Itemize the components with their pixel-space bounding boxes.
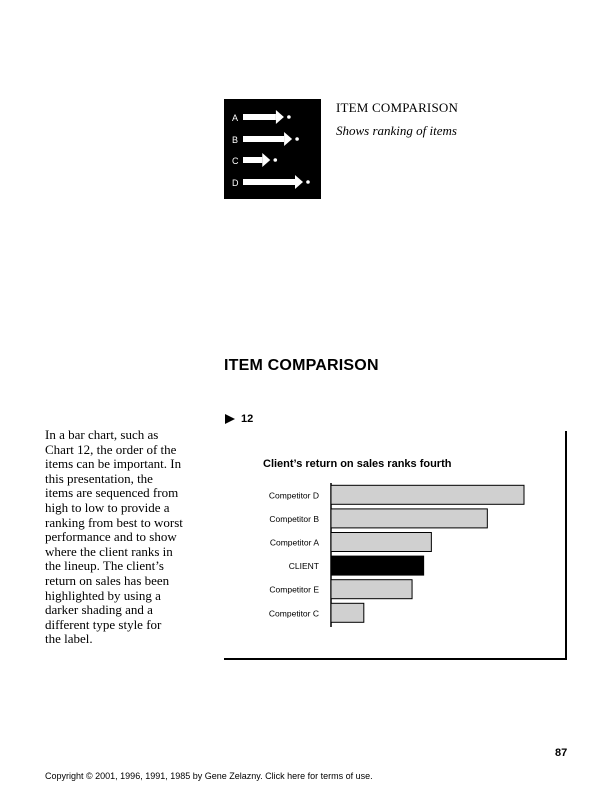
category-label: Competitor E (269, 584, 319, 595)
icon-letter: B (232, 135, 239, 145)
chart-number-label (225, 413, 253, 425)
bar (331, 580, 412, 599)
icon-letter: A (232, 113, 239, 123)
bar (331, 556, 424, 575)
category-label: Competitor D (268, 490, 319, 501)
triangle-pointer-icon (225, 414, 235, 424)
bar (331, 603, 364, 622)
category-label: Competitor B (269, 513, 319, 524)
icon-arrow-head (262, 153, 270, 167)
bar-chart (224, 431, 567, 660)
icon-arrow-dot (287, 115, 291, 119)
chart-frame (224, 431, 567, 660)
icon-title: ITEM COMPARISON (336, 100, 459, 115)
icon-letter: D (232, 178, 239, 188)
icon-arrow-shaft (243, 179, 295, 185)
icon-arrow-dot (295, 137, 299, 141)
highlight-category-label: CLIENT (288, 561, 319, 572)
category-label: Competitor A (269, 537, 319, 548)
copyright-link[interactable]: Copyright © 2001, 1996, 1991, 1985 by Gene Zelazny. Click here for terms of use. (45, 771, 373, 781)
icon-arrow-head (284, 132, 292, 146)
icon-arrow-shaft (243, 136, 284, 142)
bar (331, 533, 431, 552)
section-heading: ITEM COMPARISON (224, 357, 379, 374)
icon-letter: C (232, 156, 239, 166)
body-paragraph: In a bar chart, such as Chart 12, the order of the items can be important. In this presentation, the items are sequenced from high to low to provide a ranking from best to worst performance and to show where the client ranks in the lineup. The client’s return on sales has been highlighted by using a darker shading and a different type style for the label. (45, 427, 183, 647)
icon-arrow-dot (273, 158, 277, 162)
icon-arrow-head (276, 110, 284, 124)
bar (331, 485, 524, 504)
bar (331, 509, 487, 528)
category-label: Competitor C (268, 608, 319, 619)
chart-title: Client’s return on sales ranks fourth (263, 458, 452, 470)
icon-subtitle: Shows ranking of items (336, 123, 457, 138)
icon-arrow-dot (306, 180, 310, 184)
icon-arrow-shaft (243, 114, 276, 120)
icon-arrow-head (295, 175, 303, 189)
icon-arrow-shaft (243, 157, 262, 163)
chart-number: 12 (241, 413, 254, 425)
arrow-bars-icon (224, 99, 321, 199)
page-number: 87 (555, 747, 568, 759)
item-comparison-icon (224, 99, 321, 199)
